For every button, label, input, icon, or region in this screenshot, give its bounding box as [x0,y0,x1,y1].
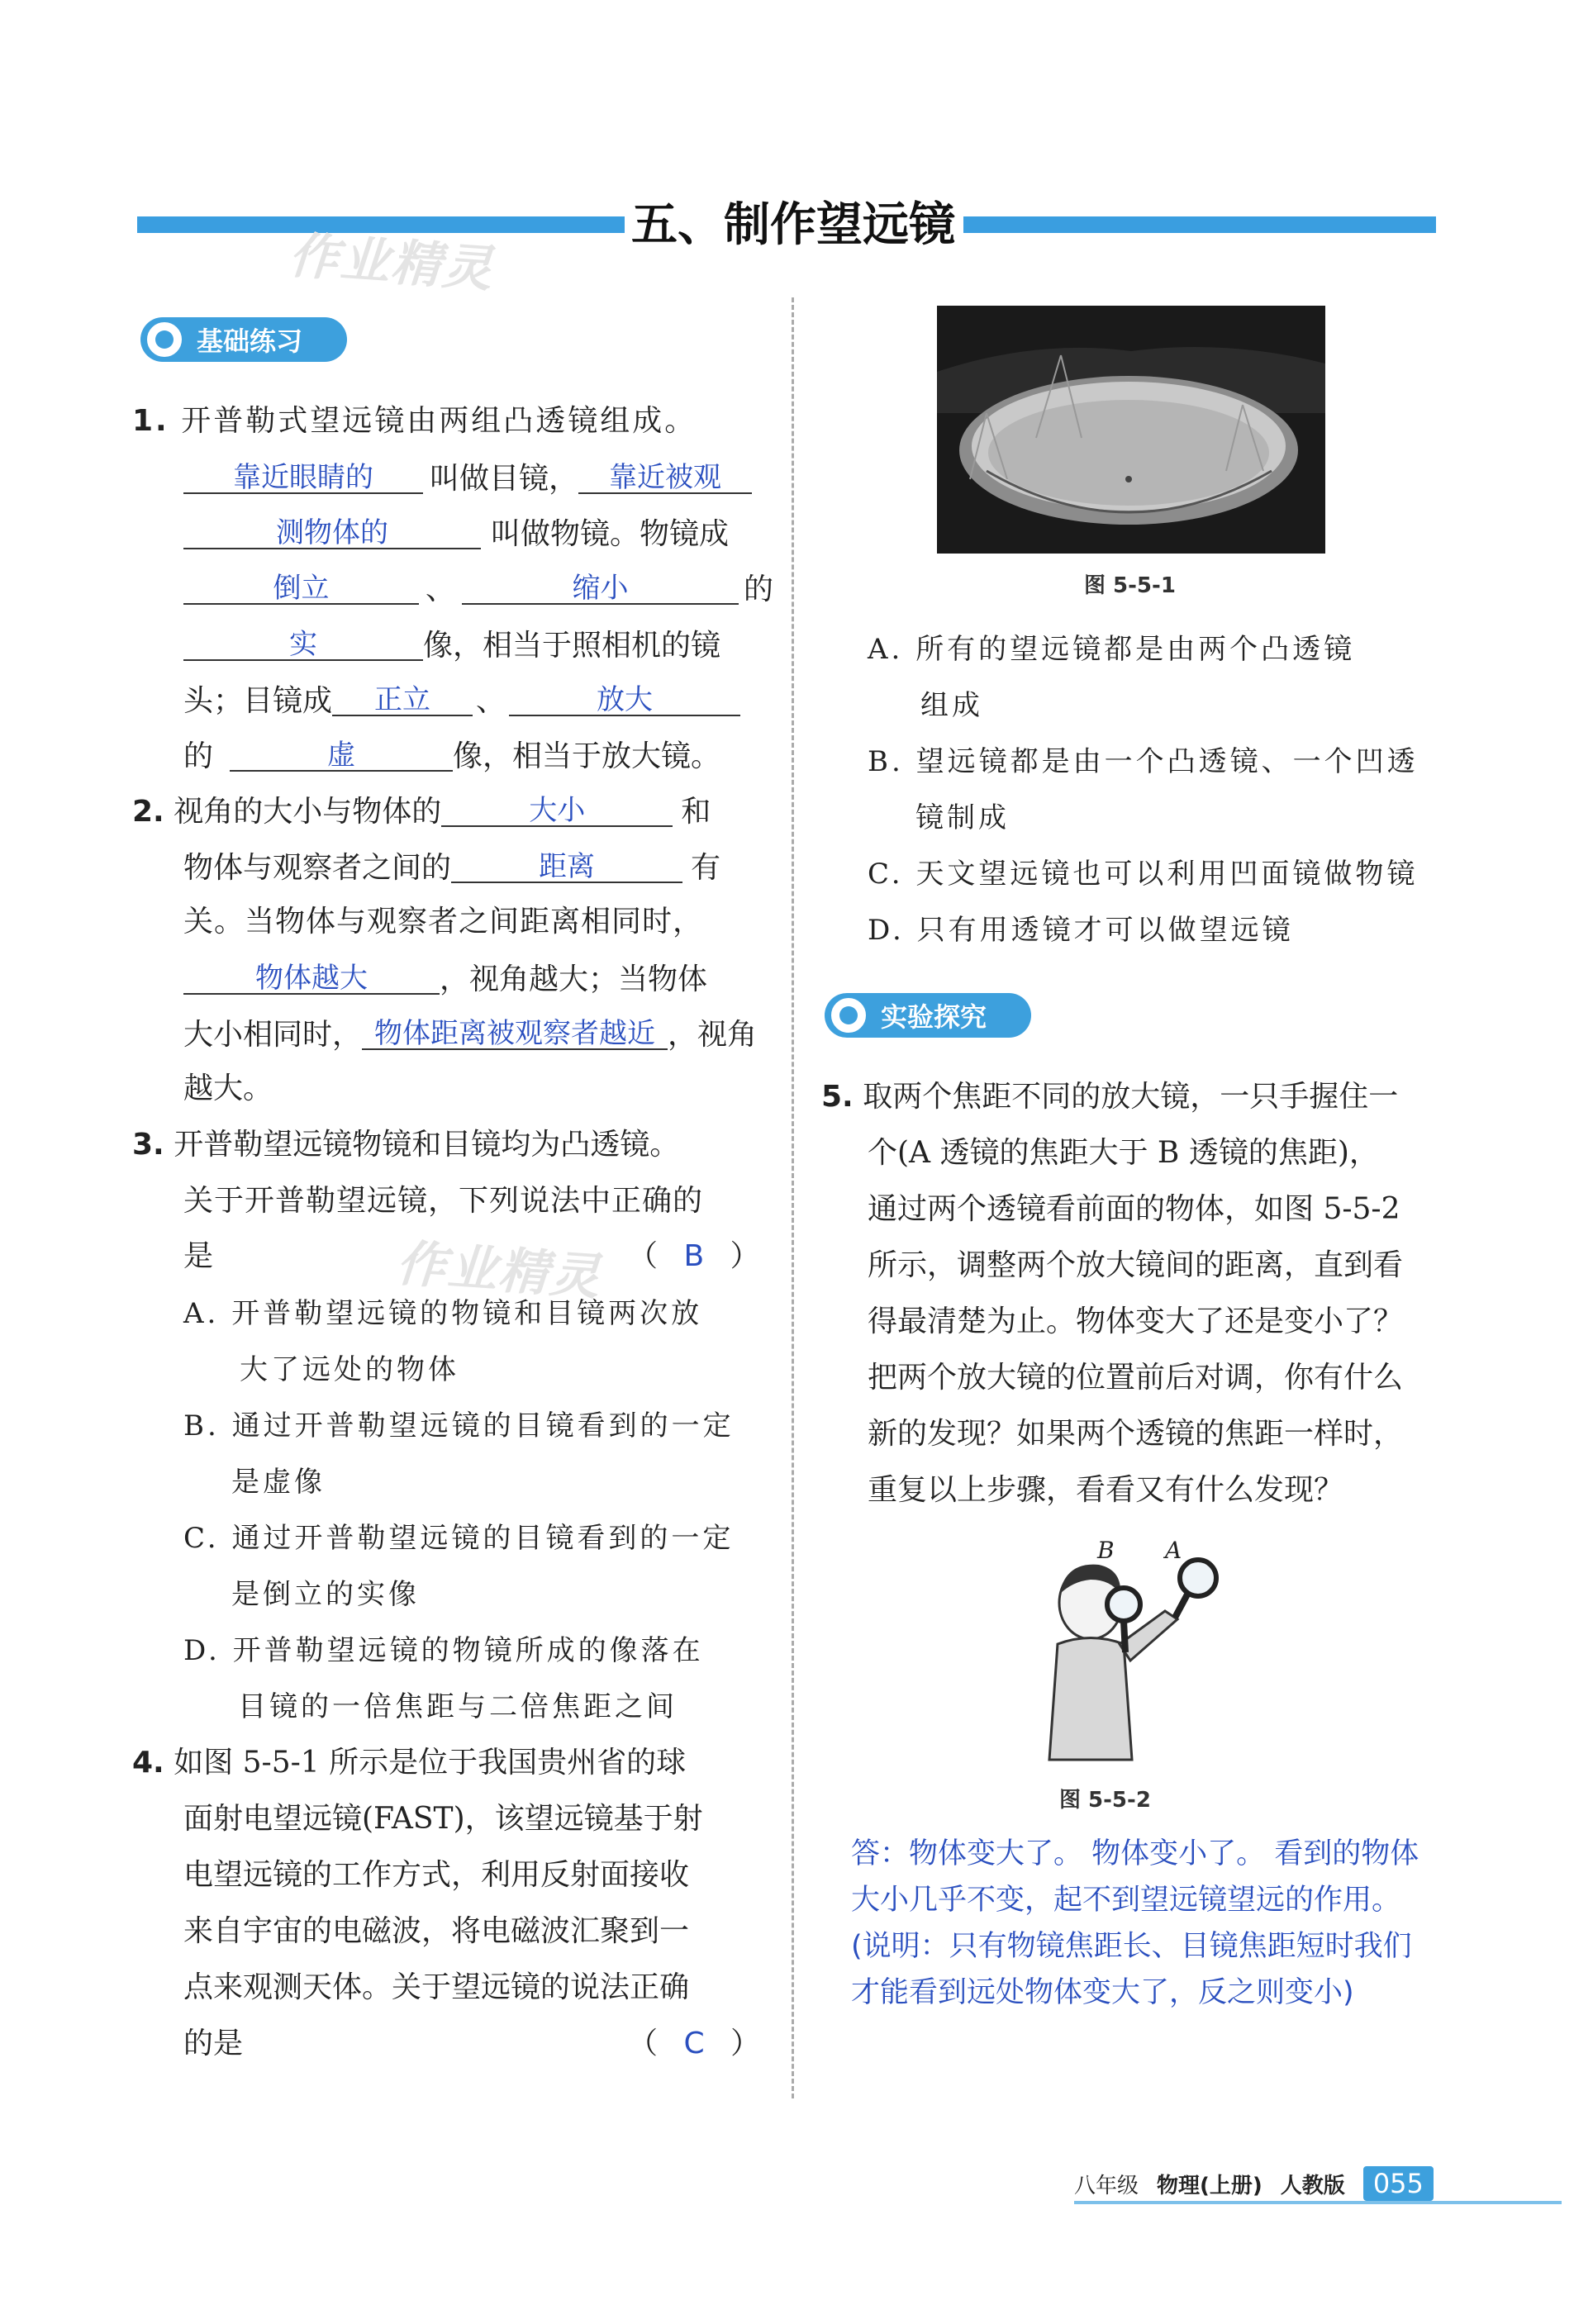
text: 像，相当于照相机的镜 [423,629,721,663]
text: 重复以上步骤，看看又有什么发现？ [868,1473,1344,1507]
option-text: 组成 [920,689,983,722]
option-label: A. [868,633,904,666]
text: 叫做目镜， [430,462,579,496]
text: 的是 [183,2027,244,2060]
text: 所示，调整两个放大镜间的距离，直到看 [868,1248,1404,1282]
option-text: 开普勒望远镜的物镜和目镜两次放 [231,1297,703,1330]
answer-line: 大小几乎不变，起不到望远镜望远的作用。 [851,1884,1401,1917]
option-text: 大了远处的物体 [240,1353,459,1386]
text: 来自宇宙的电磁波，将电磁波汇聚到一 [183,1914,690,1948]
answer-line: (说明：只有物镜焦距长、目镜焦距短时我们 [851,1930,1412,1963]
figure-caption-1: 图 5-5-1 [1084,573,1176,598]
answer-blank[interactable]: 虚 [230,740,453,772]
flask-icon [828,995,869,1036]
answer-blank[interactable]: 缩小 [462,573,739,605]
answer-blank[interactable]: 物体距离被观察者越近 [362,1019,668,1050]
title-bar-right [963,216,1436,233]
text: 通过两个透镜看前面的物体，如图 5-5-2 [868,1192,1400,1226]
option-label: D. [868,914,905,947]
watermark: 作业精灵 [287,226,496,299]
answer-blank[interactable]: 实 [183,630,423,661]
option-text: 通过开普勒望远镜的目镜看到的一定 [231,1409,735,1442]
option-text: 镜制成 [915,801,1010,834]
option-label: D. [183,1634,221,1667]
answer-blank[interactable]: 测物体的 [183,518,481,549]
text: 关。当物体与观察者之间距离相同时， [183,905,704,939]
answer-blank[interactable]: 距离 [451,852,682,883]
answer-blank[interactable]: 正立 [332,685,473,716]
question-number: 3. [132,1128,164,1162]
answer-blank[interactable]: 放大 [509,685,740,716]
text: 面射电望远镜(FAST)，该望远镜基于射 [183,1802,703,1836]
text: 视角的大小与物体的 [174,795,442,829]
text: 和 [681,795,711,829]
answer-blank[interactable]: 物体越大 [183,963,440,995]
text: 的 [183,739,214,773]
text: ，视角越大；当物体 [440,962,708,996]
text: 把两个放大镜的位置前后对调，你有什么 [868,1361,1404,1395]
section-title: 实验探究 [881,1001,987,1033]
page-number: 055 [1363,2166,1434,2201]
text: 是 [183,1239,214,1273]
answer-blank[interactable]: 靠近被观 [578,463,752,494]
text: 取两个焦距不同的放大镜，一只手握住一 [863,1080,1399,1114]
text: 、 [426,573,456,606]
answer-blank[interactable]: 大小 [441,796,673,827]
option-text: 是倒立的实像 [231,1578,420,1611]
text: 得最清楚为止。物体变大了还是变小了？ [868,1305,1404,1338]
watermark-2: 作业精灵 [394,1234,603,1307]
text: 开普勒望远镜物镜和目镜均为凸透镜。 [174,1128,680,1162]
fast-telescope-photo [937,306,1325,554]
page-title: 五、制作望远镜 [628,188,958,254]
text: ，视角 [668,1018,758,1052]
option-text: 望远镜都是由一个凸透镜、一个凹透 [915,745,1419,778]
text: 越大。 [183,1072,273,1105]
answer-blank[interactable]: 倒立 [183,573,419,605]
footer-grade: 八年级 [1074,2173,1139,2198]
text: 的 [744,573,774,606]
option-text: 只有用透镜才可以做望远镜 [916,914,1294,947]
footer-rule [1074,2201,1562,2204]
question-number: 2. [132,795,164,829]
paren: （ [628,2027,659,2060]
question-stem: 开普勒式望远镜由两组凸透镜组成。 [181,404,697,438]
text: 像，相当于放大镜。 [453,739,721,773]
target-icon [144,319,185,360]
text: 头；目镜成 [183,684,333,718]
question-number: 4. [132,1746,164,1780]
answer-blank[interactable]: 靠近眼睛的 [183,463,423,494]
answer-line: 答：物体变大了。 物体变小了。 看到的物体 [851,1837,1419,1870]
boy-with-magnifiers-drawing [1033,1537,1239,1776]
footer [1074,2166,1434,2201]
text: 关于开普勒望远镜，下列说法中正确的 [183,1184,704,1218]
footer-edition: 人教版 [1280,2173,1345,2198]
magnifier-figure [1033,1537,1239,1776]
section-badge-experiment [825,993,1031,1038]
text: 叫做物镜。物镜成 [491,517,730,551]
text: 如图 5-5-1 所示是位于我国贵州省的球 [174,1746,687,1780]
question-number: 5. [821,1080,854,1114]
text: 有 [691,851,721,885]
option-label: B. [183,1409,220,1442]
option-label: A. [183,1297,220,1330]
text: 电望远镜的工作方式，利用反射面接收 [183,1858,690,1892]
option-text: 通过开普勒望远镜的目镜看到的一定 [231,1522,735,1555]
option-text: 开普勒望远镜的物镜所成的像落在 [232,1634,704,1667]
telescope-dish-image [937,306,1325,554]
option-label: C. [183,1522,220,1555]
text: 、 [476,684,506,718]
paren: ） [730,2027,761,2060]
paren: ） [730,1239,760,1273]
option-text: 所有的望远镜都是由两个凸透镜 [915,633,1356,666]
answer-choice[interactable]: C [683,2027,705,2060]
paren: （ [628,1239,659,1273]
question-number: 1. [132,404,169,438]
option-label: C. [868,858,904,891]
text: 新的发现？如果两个透镜的焦距一样时， [868,1417,1404,1451]
option-text: 目镜的一倍焦距与二倍焦距之间 [238,1690,678,1723]
figure-caption-2: 图 5-5-2 [1059,1788,1151,1813]
option-text: 是虚像 [231,1466,326,1499]
text: 个(A 透镜的焦距大于 B 透镜的焦距)， [868,1136,1379,1170]
label-b: B [1097,1537,1115,1564]
option-label: B. [868,745,904,778]
section-title: 基础练习 [197,326,303,357]
text: 物体与观察者之间的 [183,851,452,885]
column-divider [792,297,794,2098]
answer-choice[interactable]: B [683,1239,705,1273]
answer-line: 才能看到远处物体变大了，反之则变小) [851,1976,1354,2009]
text: 大小相同时， [183,1018,363,1052]
label-a: A [1165,1537,1182,1564]
text: 点来观测天体。关于望远镜的说法正确 [183,1970,690,2004]
option-text: 天文望远镜也可以利用凹面镜做物镜 [915,858,1419,891]
footer-subject: 物理(上册) [1157,2173,1263,2198]
section-badge-basic [140,317,347,362]
